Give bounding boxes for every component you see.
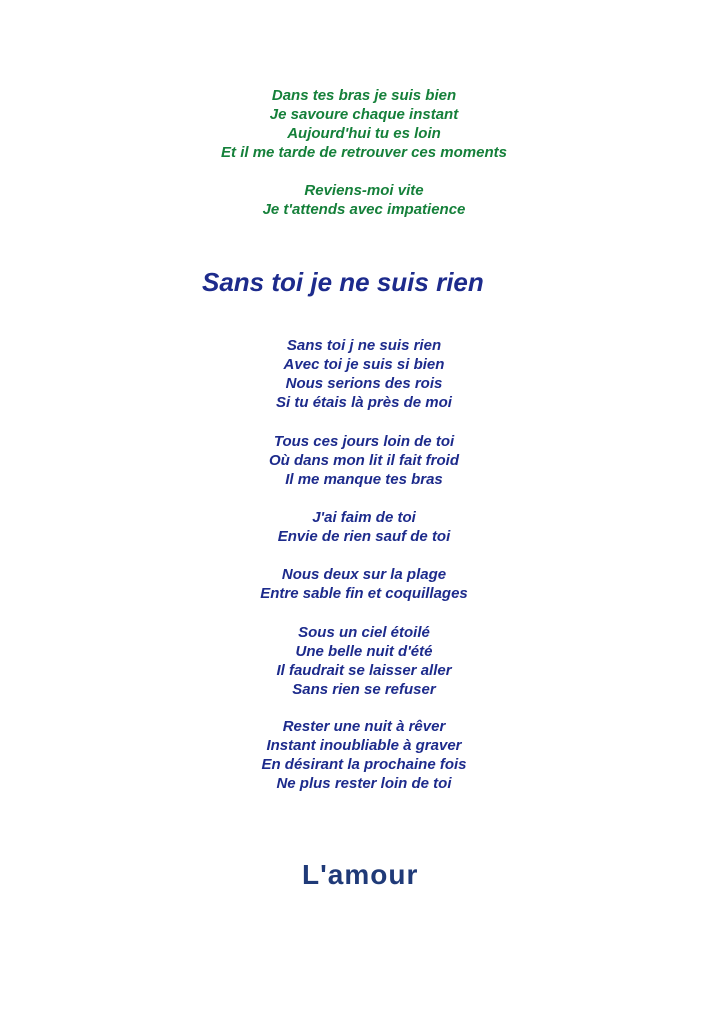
verse-line: Sans rien se refuser (292, 681, 436, 698)
poem-stanza-2 (212, 432, 516, 489)
poem-stanza-6 (212, 717, 516, 793)
verse-line: Je savoure chaque instant (269, 106, 459, 123)
verse-line: Instant inoubliable à graver (266, 737, 462, 754)
verse-line: Nous serions des rois (285, 375, 443, 392)
intro-stanza-1 (204, 86, 524, 162)
poem-stanza-3 (212, 508, 516, 546)
verse-line: Dans tes bras je suis bien (271, 87, 457, 104)
verse-line: Reviens-moi vite (304, 182, 424, 199)
verse-line: J'ai faim de toi (312, 509, 416, 526)
intro-stanza-2 (204, 181, 524, 219)
verse-line: Où dans mon lit il fait froid (269, 452, 459, 469)
verse-line: Aujourd'hui tu es loin (287, 125, 441, 142)
verse-line: Nous deux sur la plage (281, 566, 447, 583)
poem-stanza-5 (212, 623, 516, 699)
verse-line: Avec toi je suis si bien (283, 356, 445, 373)
verse-line: Sans toi j ne suis rien (286, 337, 442, 354)
poem-stanza-4 (212, 565, 516, 603)
verse-line: Il me manque tes bras (285, 471, 443, 488)
verse-line: Tous ces jours loin de toi (273, 433, 455, 450)
verse-line: En désirant la prochaine fois (261, 756, 467, 773)
verse-line: Si tu étais là près de moi (276, 394, 452, 411)
poem-title: Sans toi je ne suis rien (202, 267, 484, 297)
verse-line: Il faudrait se laisser aller (276, 662, 452, 679)
verse-line: Ne plus rester loin de toi (276, 775, 452, 792)
verse-line: Je t'attends avec impatience (262, 201, 466, 218)
verse-line: Rester une nuit à rêver (282, 718, 446, 735)
verse-line: Sous un ciel étoilé (298, 624, 430, 641)
verse-line: Envie de rien sauf de toi (277, 528, 451, 545)
verse-line: Une belle nuit d'été (295, 643, 433, 660)
poem-stanza-1 (212, 336, 516, 412)
verse-line: Entre sable fin et coquillages (260, 585, 468, 602)
verse-line: Et il me tarde de retrouver ces moments (221, 144, 507, 161)
signature: L'amour (302, 859, 419, 890)
